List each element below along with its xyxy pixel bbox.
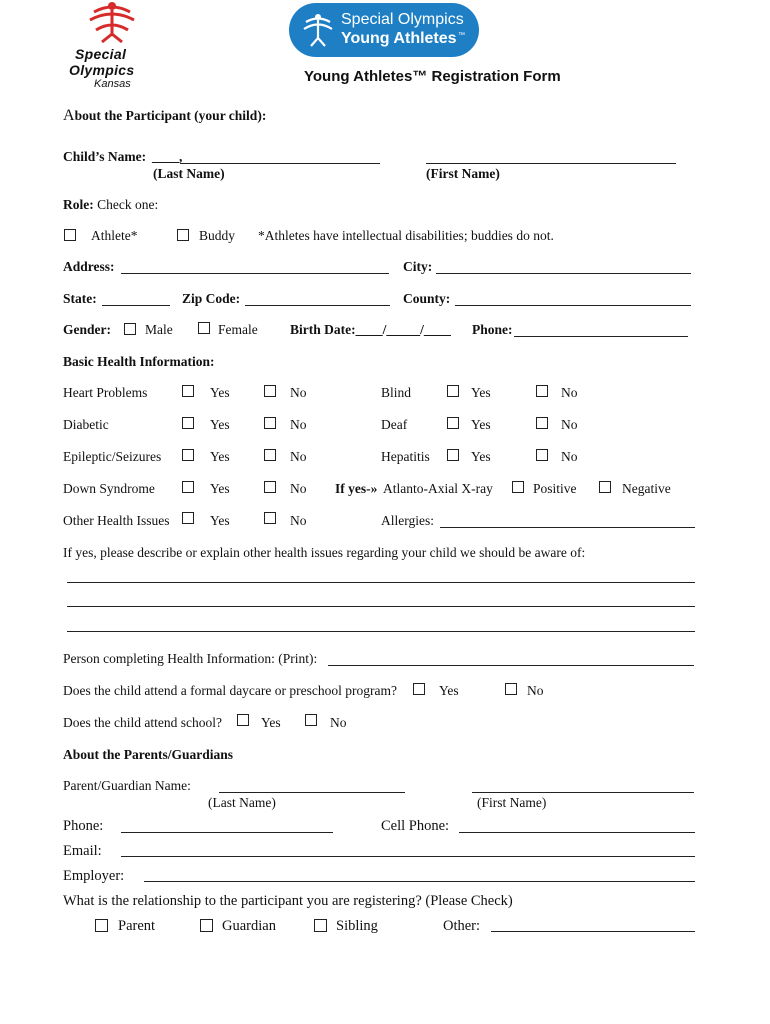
down-no-checkbox[interactable]: [264, 481, 276, 493]
athlete-checkbox[interactable]: [64, 229, 76, 241]
person-completing-field[interactable]: [328, 665, 694, 666]
young-athletes-logo-tm: ™: [458, 32, 465, 39]
down-syndrome-label: Down Syndrome: [63, 481, 155, 496]
daycare-yes-checkbox[interactable]: [413, 683, 425, 695]
parent-first-name-caption: (First Name): [477, 795, 547, 810]
address-field[interactable]: [121, 273, 389, 274]
buddy-label: Buddy: [199, 228, 236, 243]
epileptic-yes-label: Yes: [210, 449, 230, 464]
child-first-name-field[interactable]: [426, 163, 676, 164]
email-label: Email:: [63, 843, 102, 859]
child-name-blank: ____,: [152, 149, 183, 164]
deaf-yes-checkbox[interactable]: [447, 417, 459, 429]
role-row: [63, 197, 158, 213]
school-no-label: No: [330, 715, 347, 730]
last-name-caption: (Last Name): [153, 166, 225, 181]
relationship-question: What is the relationship to the participant you are registering? (Please Check): [63, 893, 513, 909]
daycare-no-checkbox[interactable]: [505, 683, 517, 695]
guardian-option-label: Guardian: [222, 918, 276, 934]
diabetic-no-checkbox[interactable]: [264, 417, 276, 429]
epileptic-no-label: No: [290, 449, 307, 464]
daycare-yes-label: Yes: [439, 683, 459, 698]
deaf-no-checkbox[interactable]: [536, 417, 548, 429]
heart-no-checkbox[interactable]: [264, 385, 276, 397]
allergies-field[interactable]: [440, 527, 695, 528]
birth-date-field[interactable]: Birth Date:____/_____/____: [290, 322, 451, 337]
other-no-checkbox[interactable]: [264, 512, 276, 524]
zip-label: Zip Code:: [182, 291, 241, 306]
person-completing-label: Person completing Health Information: (Print):: [63, 651, 318, 666]
hepatitis-yes-label: Yes: [471, 449, 491, 464]
county-label: County:: [403, 291, 451, 306]
describe-prompt: If yes, please describe or explain other health issues regarding your child we should be aware of:: [63, 545, 586, 560]
school-yes-checkbox[interactable]: [237, 714, 249, 726]
young-athletes-logo-line1: Special Olympics: [341, 11, 464, 28]
diabetic-no-label: No: [290, 417, 307, 432]
parent-last-name-field[interactable]: [219, 792, 405, 793]
deaf-yes-label: Yes: [471, 417, 491, 432]
describe-line-3[interactable]: [67, 631, 695, 632]
deaf-no-label: No: [561, 417, 578, 432]
down-yes-checkbox[interactable]: [182, 481, 194, 493]
other-yes-checkbox[interactable]: [182, 512, 194, 524]
phone-field[interactable]: [514, 336, 688, 337]
male-checkbox[interactable]: [124, 323, 136, 335]
parent-last-name-caption: (Last Name): [208, 795, 276, 810]
parents-heading: About the Parents/Guardians: [63, 747, 234, 762]
hepatitis-label: Hepatitis: [381, 449, 430, 464]
school-no-checkbox[interactable]: [305, 714, 317, 726]
guardian-checkbox[interactable]: [200, 919, 213, 932]
female-label: Female: [218, 322, 258, 337]
young-athletes-emblem-icon: [301, 12, 335, 48]
school-yes-label: Yes: [261, 715, 281, 730]
first-name-caption: (First Name): [426, 166, 500, 181]
form-title: Young Athletes™ Registration Form: [304, 68, 561, 85]
daycare-no-label: No: [527, 683, 544, 698]
down-yes-label: Yes: [210, 481, 230, 496]
special-olympics-emblem-icon: [84, 0, 140, 44]
role-hint: Check one:: [97, 197, 159, 212]
role-label: Role:: [63, 197, 94, 212]
heart-yes-label: Yes: [210, 385, 230, 400]
hepatitis-no-label: No: [561, 449, 578, 464]
heart-yes-checkbox[interactable]: [182, 385, 194, 397]
blind-yes-label: Yes: [471, 385, 491, 400]
parent-phone-label: Phone:: [63, 818, 104, 834]
deaf-label: Deaf: [381, 417, 408, 432]
parent-phone-field[interactable]: [121, 832, 333, 833]
other-health-label: Other Health Issues: [63, 513, 170, 528]
phone-label: Phone:: [472, 322, 513, 337]
sibling-checkbox[interactable]: [314, 919, 327, 932]
employer-label: Employer:: [63, 868, 125, 884]
cell-phone-field[interactable]: [459, 832, 695, 833]
state-label: State:: [63, 291, 97, 306]
diabetic-yes-checkbox[interactable]: [182, 417, 194, 429]
blind-no-label: No: [561, 385, 578, 400]
heart-no-label: No: [290, 385, 307, 400]
allergies-label: Allergies:: [381, 513, 434, 528]
role-note: *Athletes have intellectual disabilities; buddies do not.: [258, 228, 554, 243]
epileptic-yes-checkbox[interactable]: [182, 449, 194, 461]
atlanto-axial-label: Atlanto-Axial X-ray: [383, 481, 493, 496]
county-field[interactable]: [455, 305, 691, 306]
parent-option-label: Parent: [118, 918, 156, 934]
heading-rest: bout the Participant (your child):: [74, 108, 267, 123]
describe-line-1[interactable]: [67, 582, 695, 583]
young-athletes-logo-line2: Young Athletes: [341, 30, 457, 47]
city-label: City:: [403, 259, 433, 274]
atlanto-positive-label: Positive: [533, 481, 577, 496]
email-field[interactable]: [121, 856, 695, 857]
employer-field[interactable]: [144, 881, 695, 882]
about-participant-heading: [63, 107, 266, 125]
if-yes-label: If yes-»: [335, 481, 378, 496]
blind-no-checkbox[interactable]: [536, 385, 548, 397]
other-yes-label: Yes: [210, 513, 230, 528]
female-checkbox[interactable]: [198, 322, 210, 334]
other-option-label: Other:: [443, 918, 481, 934]
epileptic-label: Epileptic/Seizures: [63, 449, 162, 464]
parent-first-name-field[interactable]: [472, 792, 694, 793]
hepatitis-no-checkbox[interactable]: [536, 449, 548, 461]
address-label: Address:: [63, 259, 115, 274]
buddy-checkbox[interactable]: [177, 229, 189, 241]
diabetic-label: Diabetic: [63, 417, 109, 432]
parent-name-label: Parent/Guardian Name:: [63, 778, 191, 793]
logo-line-olympics: Olympics: [69, 62, 135, 78]
zip-field[interactable]: [245, 305, 390, 306]
city-field[interactable]: [436, 273, 691, 274]
logo-line-special: Special: [75, 46, 127, 62]
athlete-label: Athlete*: [91, 228, 138, 243]
male-label: Male: [145, 322, 173, 337]
other-no-label: No: [290, 513, 307, 528]
gender-label: Gender:: [63, 322, 111, 337]
blind-yes-checkbox[interactable]: [447, 385, 459, 397]
young-athletes-logo: [289, 3, 479, 57]
hepatitis-yes-checkbox[interactable]: [447, 449, 459, 461]
diabetic-yes-label: Yes: [210, 417, 230, 432]
parent-checkbox[interactable]: [95, 919, 108, 932]
cell-phone-label: Cell Phone:: [381, 818, 450, 834]
logo-line-kansas: Kansas: [94, 78, 131, 90]
daycare-question: Does the child attend a formal daycare or preschool program?: [63, 683, 397, 698]
heart-problems-label: Heart Problems: [63, 385, 148, 400]
blind-label: Blind: [381, 385, 412, 400]
atlanto-positive-checkbox[interactable]: [512, 481, 524, 493]
child-name-label: Child’s Name:: [63, 149, 147, 164]
describe-line-2[interactable]: [67, 606, 695, 607]
epileptic-no-checkbox[interactable]: [264, 449, 276, 461]
school-question: Does the child attend school?: [63, 715, 222, 730]
atlanto-negative-checkbox[interactable]: [599, 481, 611, 493]
state-field[interactable]: [102, 305, 170, 306]
child-last-name-field[interactable]: [180, 163, 380, 164]
atlanto-negative-label: Negative: [622, 481, 671, 496]
down-no-label: No: [290, 481, 307, 496]
health-heading: Basic Health Information:: [63, 354, 215, 369]
heading-initial: A: [63, 107, 75, 124]
sibling-option-label: Sibling: [336, 918, 378, 934]
other-relationship-field[interactable]: [491, 931, 695, 932]
